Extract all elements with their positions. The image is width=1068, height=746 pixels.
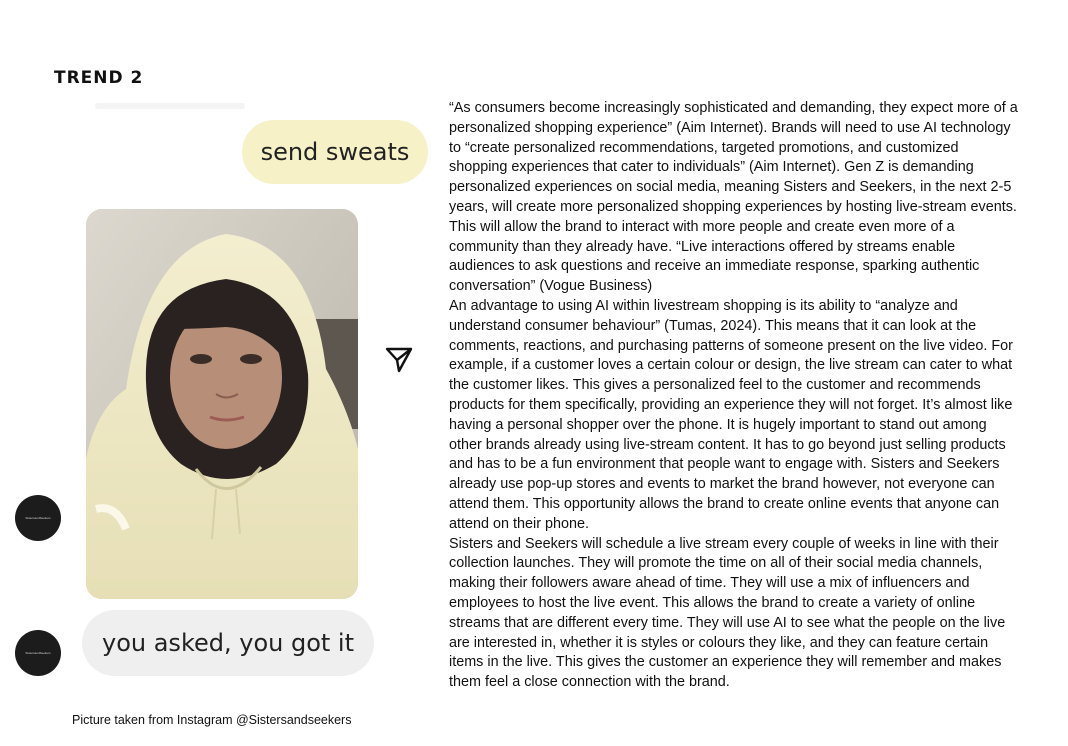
sent-message-bubble: send sweats: [242, 120, 428, 184]
avatar-label: SistersandSeekers: [25, 516, 51, 520]
send-icon[interactable]: [384, 345, 414, 375]
hoodie-portrait-image: [86, 209, 358, 599]
image-caption: Picture taken from Instagram @Sistersandseekers: [72, 713, 352, 727]
paragraph: Sisters and Seekers will schedule a live stream every couple of weeks in line with their collection launches. They will promote the time on all of their social media channels, making their followers aware ahead of time. They will use a mix of influencers and employees to host the live event. This allows the brand to create a variety of online streams that are different every time. They will use AI to see what the people on the live are interested in, whether it is styles or colours they like, and they can feature certain items in the live. This gives the customer an experience they will remember and makes them feel a close connection with the brand.: [449, 535, 1006, 691]
paragraph: “As consumers become increasingly sophisticated and demanding, they expect more of a personalized shopping experience” (Aim Internet). Brands will need to use AI technology to “create personalized recommendations, targeted promotions, and customized shopping experiences that cater to individuals” (Aim Internet). Gen Z is demanding personalized experiences on social media, meaning Sisters and Seekers, in the next 2-5 years, will create more personalized shopping experiences by hosting live-stream events. This will allow the brand to interact with more people and create even more of a community than they already have. “Live interactions offered by streams enable audiences to ask questions and receive an immediate response, sparking authentic conversation” (Vogue Business): [449, 100, 1018, 295]
received-message-bubble: you asked, you got it: [82, 610, 374, 676]
page-heading: TREND 2: [54, 68, 144, 88]
avatar[interactable]: [15, 630, 61, 676]
paragraph: An advantage to using AI within livestream shopping is its ability to “analyze and understand consumer behaviour” (Tumas, 2024). This means that it can look at the comments, reactions, and purchasing patterns of someone present on the live video. For example, if a customer loves a certain colour or design, the live stream can cater to what the customer likes. This gives a personalized feel to the customer and recommends products for them specifically, providing an experience they will not forget. It’s almost like having a personal shopper over the phone. It is hugely important to stand out among other brands already using live-stream content. It has to go beyond just selling products and has to be a fun environment that people want to engage with. Sisters and Seekers already use pop-up stores and events to market the brand however, not everyone can attend them. This opportunity allows the brand to create online events that anyone can attend on their phone.: [449, 297, 1013, 532]
avatar[interactable]: [15, 495, 61, 541]
trend-description: [449, 99, 1019, 693]
avatar-label: SistersandSeekers: [25, 651, 51, 655]
shared-photo: [86, 209, 358, 599]
faded-message-line: [95, 103, 245, 109]
instagram-chat-screenshot: [0, 95, 440, 695]
